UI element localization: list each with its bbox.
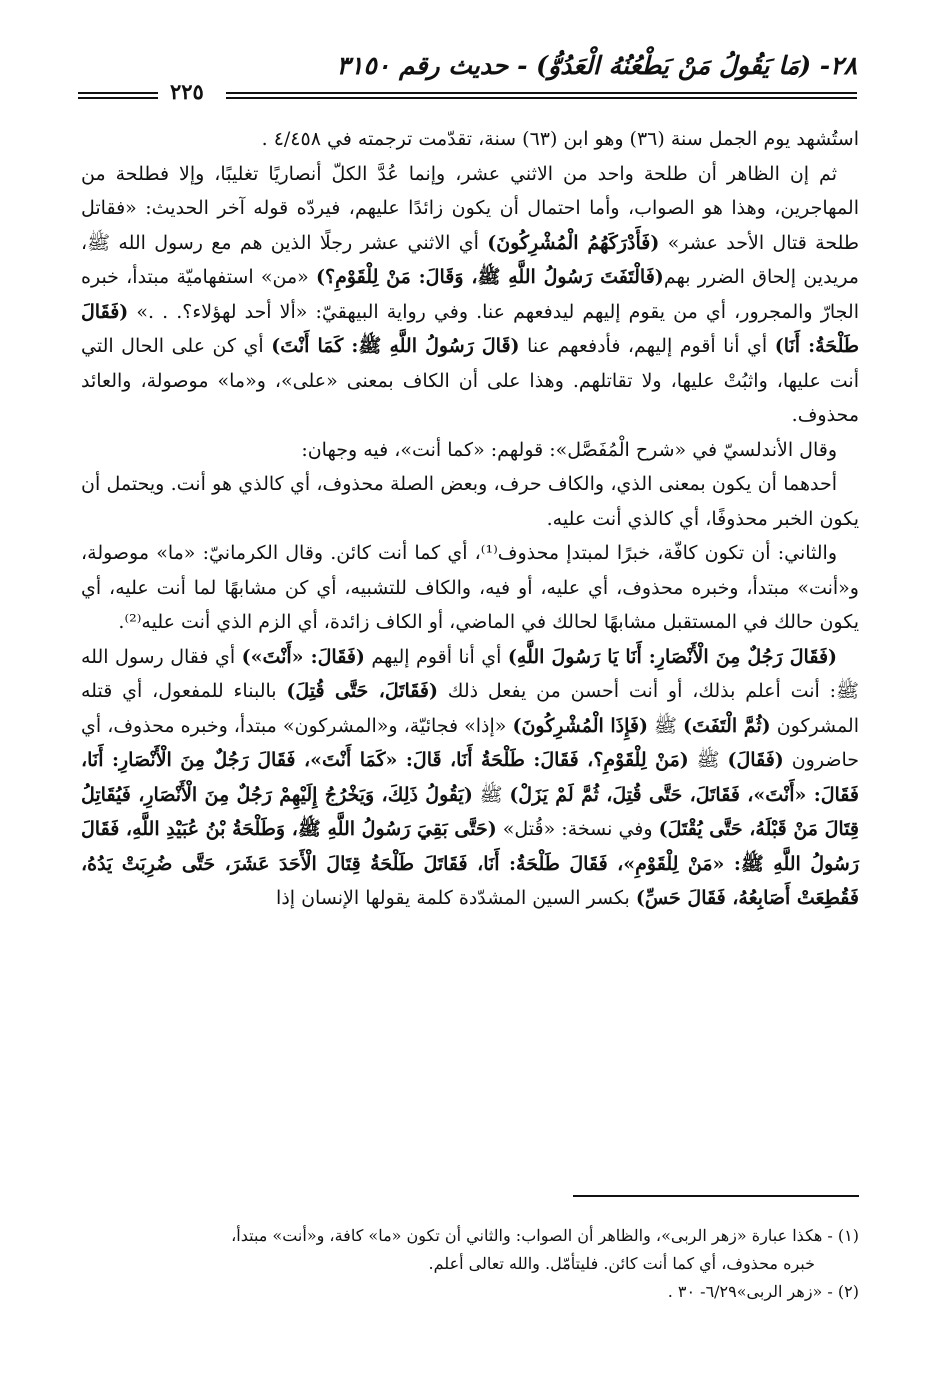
hadith-quote: (فَقَاتَلَ، حَتَّى قُتِلَ) (286, 680, 438, 702)
text-run: ﷺ (688, 749, 728, 771)
text-run: ﷺ (648, 714, 684, 737)
main-text (81, 122, 859, 916)
paragraph-6 (81, 640, 859, 916)
paragraph-4: أحدهما أن يكون بمعنى الذي، والكاف حرف، وبعض الصلة محذوف، أي كالذي هو أنت. ويحتمل أن يكون الخبر محذوفًا، أي كالذي أنت عليه. (81, 473, 859, 530)
hadith-quote: (فَإِذَا الْمُشْرِكُونَ) (512, 714, 648, 737)
text-run: أي كن على الحال التي أنت عليها، واثبُتْ عليها، ولا تقاتلهم. وهذا على أن الكاف بمعنى «على»، و«ما» موصولة، والعائد محذوف. (81, 335, 859, 426)
text-run: بكسر السين المشدّدة كلمة يقولها الإنسان إذا (276, 887, 636, 909)
hadith-quote: (فَقَالَ طَلْحَةُ: أَنَا) (81, 300, 860, 357)
hadith-quote: (ثُمَّ الْتَفَتَ) (683, 714, 771, 737)
hadith-quote: (قَالَ رَسُولُ اللَّهِ ﷺ: كَمَا أَنْتَ) (271, 335, 520, 357)
paragraph-5: والثاني: أن تكون كافّة، خبرًا لمبتدإ محذوف⁽¹⁾، أي كما أنت كائن. وقال الكرمانيّ: «ما» موصولة، و«أنت» مبتدأ، وخبره محذوف، أي عليه، أو فيه، والكاف للتشبيه، أي كن مشابهًا لما أنت عليه، أي يكون حالك في المستقبل مشابهًا لحالك في الماضي، أو الكاف زائدة، أي الزم الذي أنت عليه⁽²⁾. (81, 542, 859, 633)
hadith-quote: (فَقَالَ: «أَنْتَ») (241, 645, 365, 668)
hadith-quote: (فَقَالَ رَجُلٌ مِنَ الْأَنْصَارِ: أَنَا يَا رَسُولَ اللَّهِ) (507, 645, 838, 668)
text-run: ﷺ (472, 783, 510, 806)
header-rule-right (226, 92, 857, 99)
footnote-1: (١) - هكذا عبارة «زهر الربى»، والظاهر أن الصواب: والثاني أن تكون «ما» كافة، و«أنت» مبتدأ، (231, 1226, 859, 1245)
page-header (78, 48, 857, 112)
hadith-quote: (فَأَدْرَكَهُمُ الْمُشْرِكُونَ) (487, 231, 660, 254)
hadith-quote: (يَقُولُ ذَلِكَ، وَيَخْرُجُ إِلَيْهِمْ رَجُلٌ مِنَ الْأَنْصَارِ، فَيُقَاتِلُ قِتَالَ مَنْ قَبْلَهُ، حَتَّى يُقْتَلَ) (81, 783, 860, 840)
footnote-1-continuation: خبره محذوف، أي كما أنت كائن. فليتأمّل. والله تعالى أعلم. (428, 1254, 815, 1273)
footnote-separator (573, 1195, 859, 1197)
paragraph-3: وقال الأندلسيّ في «شرح الْمُفَصَّل»: قولهم: «كما أنت»، فيه وجهان: (301, 438, 837, 461)
text-run: بالبناء للمفعول، أي قتله المشركون (81, 680, 860, 737)
text-run: أي الاثني عشر رجلًا الذين هم مع رسول الله ﷺ، مريدين إلحاق الضرر بهم (81, 231, 859, 288)
page-number: ٢٢٥ (170, 79, 204, 104)
text-run: أي أنا أقوم إليهم (364, 645, 508, 668)
text-run: ثم إن الظاهر أن طلحة واحد من الاثني عشر، وإنما عُدَّ الكلّ أنصاريًا تغليبًا، وإلا فطلحة من المهاجرين، وهذا هو الصواب، وأما احتمال أن يكون زائدًا عليهم، فيردّه قوله آخر الحديث: «فقاتل طلحة قتال الأحد عشر» (81, 162, 859, 254)
hadith-quote: (فَالْتَفَتَ رَسُولُ اللَّهِ ﷺ، وَقَالَ: مَنْ لِلْقَوْمِ؟) (316, 266, 664, 288)
hadith-quote: (حَتَّى بَقِيَ رَسُولُ اللَّهِ ﷺ، وَطَلْحَةُ بْنُ عُبَيْدِ اللَّهِ، فَقَالَ رَسُولُ اللَّهِ ﷺ: «مَنْ لِلْقَوْمِ»، فَقَالَ طَلْحَةُ: أَنَا، فَقَاتَلَ طَلْحَةُ قِتَالَ الْأَحَدَ عَشَرَ، حَتَّى ضُرِبَتْ يَدُهُ، فَقُطِعَتْ أَصَابِعُهُ، فَقَالَ حَسِّ) (81, 818, 859, 909)
paragraph-2 (81, 157, 859, 433)
text-run: أي أنا أقوم إليهم، فأدفعهم عنا (519, 335, 775, 357)
text-run: وفي نسخة: «قُتل» (496, 818, 659, 840)
hadith-quote: (مَنْ لِلْقَوْمِ؟، فَقَالَ: طَلْحَةُ أَنَا، قَالَ: «كَمَا أَنْتَ»، فَقَالَ رَجُلٌ مِنَ الْأَنْصَارِ: أَنَا، فَقَالَ: «أَنْتَ»، فَقَاتَلَ، حَتَّى قُتِلَ، ثُمَّ لَمْ يَزَلْ) (81, 749, 860, 806)
footnote-2: (٢) - «زهر الربى»٦/٢٩- ٣٠ . (667, 1282, 859, 1301)
hadith-quote: (فَقَالَ) (727, 749, 784, 771)
header-rule-left (78, 92, 158, 99)
paragraph-1: استُشهد يوم الجمل سنة (٣٦) وهو ابن (٦٣) سنة، تقدّمت ترجمته في ٤/٤٥٨ . (261, 128, 859, 150)
chapter-title: ٢٨- (مَا يَقُولُ مَنْ يَطْعُنُهُ الْعَدُوُّ) - حديث رقم ٣١٥٠ (336, 51, 857, 80)
text-run: «إذا» فجائيّة، و«المشركون» مبتدأ، وخبره محذوف، أي حاضرون (81, 714, 859, 771)
footnotes (81, 1222, 859, 1306)
text-run: أي فقال رسول الله ﷺ: أنت أعلم بذلك، أو أنت أحسن من يفعل ذلك (81, 645, 859, 702)
text-run: «من» استفهاميّة مبتدأ، خبره الجارّ والمجرور، أي من يقوم إليهم ليدفعهم عنا. وفي رواية البيهقيّ: «ألا أحد لهؤلاء؟. . .» (81, 266, 859, 323)
